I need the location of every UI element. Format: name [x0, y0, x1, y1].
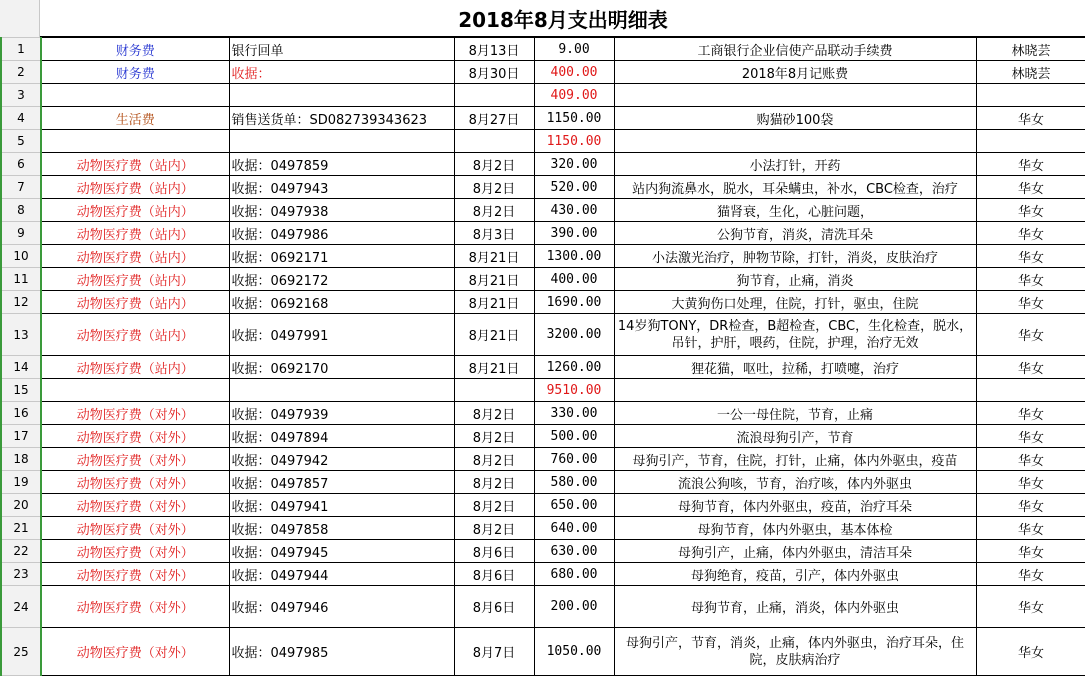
cell-category[interactable]: 动物医疗费（对外） — [41, 402, 229, 425]
cell-description[interactable]: 狸花猫，呕吐，拉稀，打喷嚏，治疗 — [614, 356, 976, 379]
row-number[interactable]: 5 — [1, 130, 41, 153]
cell-amount[interactable]: 200.00 — [534, 586, 614, 628]
table-row — [1, 61, 1085, 84]
table-row — [1, 245, 1085, 268]
cell-document[interactable]: 收据：0497944 — [229, 563, 454, 586]
cell-date[interactable]: 8月21日 — [454, 291, 534, 314]
cell-amount[interactable]: 320.00 — [534, 153, 614, 176]
cell-date[interactable] — [454, 379, 534, 402]
table-row — [1, 586, 1085, 628]
cell-amount[interactable]: 1150.00 — [534, 107, 614, 130]
table-row — [1, 356, 1085, 379]
cell-document[interactable]: 收据：0497857 — [229, 471, 454, 494]
cell-category[interactable]: 生活费 — [41, 107, 229, 130]
table-row — [1, 291, 1085, 314]
cell-date[interactable]: 8月21日 — [454, 314, 534, 356]
cell-document[interactable]: 银行回单 — [229, 38, 454, 61]
cell-amount[interactable]: 630.00 — [534, 540, 614, 563]
cell-date[interactable]: 8月2日 — [454, 402, 534, 425]
row-number[interactable]: 9 — [1, 222, 41, 245]
row-number[interactable]: 24 — [1, 586, 41, 628]
cell-document[interactable]: 收据：0692168 — [229, 291, 454, 314]
cell-category[interactable] — [41, 379, 229, 402]
cell-category[interactable]: 动物医疗费（站内） — [41, 176, 229, 199]
cell-date[interactable]: 8月13日 — [454, 38, 534, 61]
cell-category[interactable]: 动物医疗费（站内） — [41, 153, 229, 176]
cell-description[interactable]: 猫肾衰，生化，心脏问题， — [614, 199, 976, 222]
cell-category[interactable]: 动物医疗费（站内） — [41, 199, 229, 222]
cell-document[interactable]: 收据：0497858 — [229, 517, 454, 540]
cell-description[interactable]: 母狗节育，体内外驱虫，基本体检 — [614, 517, 976, 540]
cell-category[interactable]: 动物医疗费（对外） — [41, 517, 229, 540]
cell-description[interactable] — [614, 130, 976, 153]
cell-amount[interactable]: 9.00 — [534, 38, 614, 61]
cell-document[interactable]: 收据：0692172 — [229, 268, 454, 291]
cell-person[interactable]: 华女 — [976, 402, 1085, 425]
row-number[interactable]: 16 — [1, 402, 41, 425]
cell-amount[interactable]: 400.00 — [534, 61, 614, 84]
cell-person[interactable]: 华女 — [976, 540, 1085, 563]
cell-amount[interactable]: 680.00 — [534, 563, 614, 586]
row-number[interactable]: 10 — [1, 245, 41, 268]
cell-person[interactable]: 华女 — [976, 176, 1085, 199]
row-number[interactable]: 18 — [1, 448, 41, 471]
expense-table — [0, 37, 1085, 676]
table-row — [1, 379, 1085, 402]
cell-date[interactable]: 8月6日 — [454, 540, 534, 563]
cell-amount[interactable]: 390.00 — [534, 222, 614, 245]
cell-amount[interactable]: 650.00 — [534, 494, 614, 517]
cell-category[interactable]: 动物医疗费（对外） — [41, 471, 229, 494]
cell-amount[interactable]: 430.00 — [534, 199, 614, 222]
cell-description[interactable]: 14岁狗TONY，DR检查，B超检查，CBC，生化检查，脱水，吊针，护肝，喂药，住院，护理，治疗无效 — [614, 314, 976, 356]
row-number[interactable]: 1 — [1, 38, 41, 61]
cell-document[interactable]: 收据：0497894 — [229, 425, 454, 448]
row-header-title[interactable] — [0, 0, 40, 37]
cell-amount[interactable]: 400.00 — [534, 268, 614, 291]
cell-document[interactable] — [229, 379, 454, 402]
row-number[interactable]: 20 — [1, 494, 41, 517]
table-row — [1, 153, 1085, 176]
cell-category[interactable] — [41, 130, 229, 153]
row-number[interactable]: 3 — [1, 84, 41, 107]
cell-description[interactable]: 流浪母狗引产，节育 — [614, 425, 976, 448]
cell-document[interactable]: 收据：0497859 — [229, 153, 454, 176]
row-number[interactable]: 6 — [1, 153, 41, 176]
cell-amount[interactable]: 500.00 — [534, 425, 614, 448]
table-row — [1, 222, 1085, 245]
row-number[interactable]: 7 — [1, 176, 41, 199]
cell-date[interactable]: 8月27日 — [454, 107, 534, 130]
cell-date[interactable]: 8月2日 — [454, 494, 534, 517]
cell-amount[interactable]: 1150.00 — [534, 130, 614, 153]
cell-date[interactable]: 8月2日 — [454, 176, 534, 199]
cell-category[interactable]: 财务费 — [41, 38, 229, 61]
cell-document[interactable] — [229, 130, 454, 153]
table-row — [1, 448, 1085, 471]
row-number[interactable]: 11 — [1, 268, 41, 291]
cell-date[interactable]: 8月21日 — [454, 356, 534, 379]
row-number[interactable]: 23 — [1, 563, 41, 586]
cell-category[interactable]: 动物医疗费（对外） — [41, 425, 229, 448]
cell-description[interactable]: 工商银行企业信使产品联动手续费 — [614, 38, 976, 61]
table-row — [1, 402, 1085, 425]
cell-person[interactable]: 华女 — [976, 245, 1085, 268]
cell-document[interactable] — [229, 84, 454, 107]
cell-date[interactable]: 8月2日 — [454, 153, 534, 176]
cell-description[interactable]: 母狗节育，止痛，消炎，体内外驱虫 — [614, 586, 976, 628]
cell-person[interactable]: 华女 — [976, 628, 1085, 676]
cell-person[interactable]: 林晓芸 — [976, 38, 1085, 61]
cell-description[interactable]: 母狗引产，节育，住院，打针，止痛，体内外驱虫，疫苗 — [614, 448, 976, 471]
cell-person[interactable]: 华女 — [976, 425, 1085, 448]
cell-document[interactable]: 销售送货单：SD082739343623 — [229, 107, 454, 130]
cell-description[interactable] — [614, 379, 976, 402]
cell-person[interactable]: 林晓芸 — [976, 61, 1085, 84]
cell-category[interactable]: 动物医疗费（对外） — [41, 586, 229, 628]
cell-date[interactable]: 8月21日 — [454, 245, 534, 268]
cell-date[interactable] — [454, 84, 534, 107]
cell-description[interactable]: 2018年8月记账费 — [614, 61, 976, 84]
cell-document[interactable]: 收据：0497942 — [229, 448, 454, 471]
cell-date[interactable]: 8月7日 — [454, 628, 534, 676]
cell-amount[interactable]: 640.00 — [534, 517, 614, 540]
cell-document[interactable]: 收据：0497941 — [229, 494, 454, 517]
cell-date[interactable]: 8月30日 — [454, 61, 534, 84]
cell-description[interactable]: 大黄狗伤口处理，住院，打针，驱虫，住院 — [614, 291, 976, 314]
table-row — [1, 563, 1085, 586]
row-number[interactable]: 13 — [1, 314, 41, 356]
cell-person[interactable] — [976, 130, 1085, 153]
table-row — [1, 540, 1085, 563]
cell-person[interactable] — [976, 84, 1085, 107]
cell-date[interactable]: 8月2日 — [454, 199, 534, 222]
cell-category[interactable]: 动物医疗费（对外） — [41, 563, 229, 586]
cell-document[interactable]: 收据：0497945 — [229, 540, 454, 563]
cell-description[interactable]: 小法激光治疗，肿物节除，打针，消炎，皮肤治疗 — [614, 245, 976, 268]
cell-date[interactable] — [454, 130, 534, 153]
row-number[interactable]: 19 — [1, 471, 41, 494]
cell-person[interactable]: 华女 — [976, 153, 1085, 176]
cell-category[interactable]: 动物医疗费（对外） — [41, 628, 229, 676]
table-row — [1, 314, 1085, 356]
cell-amount[interactable]: 580.00 — [534, 471, 614, 494]
row-number[interactable]: 12 — [1, 291, 41, 314]
table-row — [1, 494, 1085, 517]
cell-date[interactable]: 8月2日 — [454, 517, 534, 540]
cell-description[interactable]: 购猫砂100袋 — [614, 107, 976, 130]
cell-description[interactable]: 母狗引产，节育，消炎，止痛，体内外驱虫，治疗耳朵，住院，皮肤病治疗 — [614, 628, 976, 676]
cell-description[interactable]: 母狗引产，止痛，体内外驱虫，清洁耳朵 — [614, 540, 976, 563]
cell-date[interactable]: 8月2日 — [454, 448, 534, 471]
cell-document[interactable]: 收据：0497939 — [229, 402, 454, 425]
row-number[interactable]: 15 — [1, 379, 41, 402]
cell-document[interactable]: 收据：0497986 — [229, 222, 454, 245]
cell-document[interactable]: 收据：0497985 — [229, 628, 454, 676]
cell-person[interactable]: 华女 — [976, 199, 1085, 222]
row-number[interactable]: 17 — [1, 425, 41, 448]
cell-category[interactable]: 动物医疗费（站内） — [41, 356, 229, 379]
table-row — [1, 268, 1085, 291]
cell-document[interactable]: 收据：0692170 — [229, 356, 454, 379]
cell-category[interactable]: 动物医疗费（对外） — [41, 448, 229, 471]
cell-category[interactable]: 动物医疗费（对外） — [41, 494, 229, 517]
row-number[interactable]: 22 — [1, 540, 41, 563]
table-row — [1, 471, 1085, 494]
cell-amount[interactable]: 9510.00 — [534, 379, 614, 402]
cell-person[interactable]: 华女 — [976, 291, 1085, 314]
table-row — [1, 176, 1085, 199]
cell-amount[interactable]: 1300.00 — [534, 245, 614, 268]
cell-description[interactable]: 母狗绝育，疫苗，引产，体内外驱虫 — [614, 563, 976, 586]
row-number[interactable]: 2 — [1, 61, 41, 84]
cell-person[interactable]: 华女 — [976, 314, 1085, 356]
cell-person[interactable]: 华女 — [976, 107, 1085, 130]
cell-person[interactable]: 华女 — [976, 356, 1085, 379]
cell-date[interactable]: 8月6日 — [454, 563, 534, 586]
table-row — [1, 130, 1085, 153]
row-number[interactable]: 8 — [1, 199, 41, 222]
cell-amount[interactable]: 3200.00 — [534, 314, 614, 356]
sheet-title[interactable]: 2018年8月支出明细表 — [458, 8, 668, 32]
cell-person[interactable]: 华女 — [976, 448, 1085, 471]
cell-description[interactable]: 母狗节育，体内外驱虫，疫苗，治疗耳朵 — [614, 494, 976, 517]
cell-description[interactable]: 一公一母住院，节育，止痛 — [614, 402, 976, 425]
cell-document[interactable]: 收据：0497991 — [229, 314, 454, 356]
table-row — [1, 84, 1085, 107]
cell-amount[interactable]: 1690.00 — [534, 291, 614, 314]
cell-document[interactable]: 收据： — [229, 61, 454, 84]
title-row — [0, 0, 1085, 37]
cell-amount[interactable]: 760.00 — [534, 448, 614, 471]
table-row — [1, 199, 1085, 222]
cell-category[interactable]: 动物医疗费（站内） — [41, 268, 229, 291]
cell-person[interactable]: 华女 — [976, 471, 1085, 494]
cell-document[interactable]: 收据：0497943 — [229, 176, 454, 199]
cell-amount[interactable]: 520.00 — [534, 176, 614, 199]
cell-person[interactable]: 华女 — [976, 563, 1085, 586]
cell-description[interactable]: 流浪公狗咳，节育，治疗咳，体内外驱虫 — [614, 471, 976, 494]
cell-category[interactable] — [41, 84, 229, 107]
cell-amount[interactable]: 1050.00 — [534, 628, 614, 676]
cell-category[interactable]: 动物医疗费（站内） — [41, 245, 229, 268]
table-row — [1, 38, 1085, 61]
row-number[interactable]: 14 — [1, 356, 41, 379]
cell-description[interactable] — [614, 84, 976, 107]
cell-description[interactable]: 狗节育，止痛，消炎 — [614, 268, 976, 291]
cell-person[interactable]: 华女 — [976, 222, 1085, 245]
cell-person[interactable]: 华女 — [976, 586, 1085, 628]
cell-description[interactable]: 公狗节育，消炎，清洗耳朵 — [614, 222, 976, 245]
cell-document[interactable]: 收据：0497938 — [229, 199, 454, 222]
cell-amount[interactable]: 409.00 — [534, 84, 614, 107]
cell-description[interactable]: 小法打针，开药 — [614, 153, 976, 176]
cell-category[interactable]: 动物医疗费（站内） — [41, 314, 229, 356]
cell-document[interactable]: 收据：0692171 — [229, 245, 454, 268]
cell-amount[interactable]: 330.00 — [534, 402, 614, 425]
table-row — [1, 107, 1085, 130]
cell-category[interactable]: 动物医疗费（站内） — [41, 222, 229, 245]
row-number[interactable]: 4 — [1, 107, 41, 130]
cell-person[interactable]: 华女 — [976, 517, 1085, 540]
table-row — [1, 425, 1085, 448]
cell-date[interactable]: 8月21日 — [454, 268, 534, 291]
cell-date[interactable]: 8月3日 — [454, 222, 534, 245]
cell-category[interactable]: 财务费 — [41, 61, 229, 84]
cell-document[interactable]: 收据：0497946 — [229, 586, 454, 628]
cell-date[interactable]: 8月6日 — [454, 586, 534, 628]
cell-person[interactable]: 华女 — [976, 494, 1085, 517]
cell-date[interactable]: 8月2日 — [454, 471, 534, 494]
row-number[interactable]: 25 — [1, 628, 41, 676]
table-row — [1, 628, 1085, 676]
cell-date[interactable]: 8月2日 — [454, 425, 534, 448]
cell-person[interactable] — [976, 379, 1085, 402]
cell-category[interactable]: 动物医疗费（对外） — [41, 540, 229, 563]
cell-person[interactable]: 华女 — [976, 268, 1085, 291]
cell-description[interactable]: 站内狗流鼻水，脱水，耳朵螨虫，补水，CBC检查，治疗 — [614, 176, 976, 199]
cell-amount[interactable]: 1260.00 — [534, 356, 614, 379]
row-number[interactable]: 21 — [1, 517, 41, 540]
cell-category[interactable]: 动物医疗费（站内） — [41, 291, 229, 314]
table-row — [1, 517, 1085, 540]
